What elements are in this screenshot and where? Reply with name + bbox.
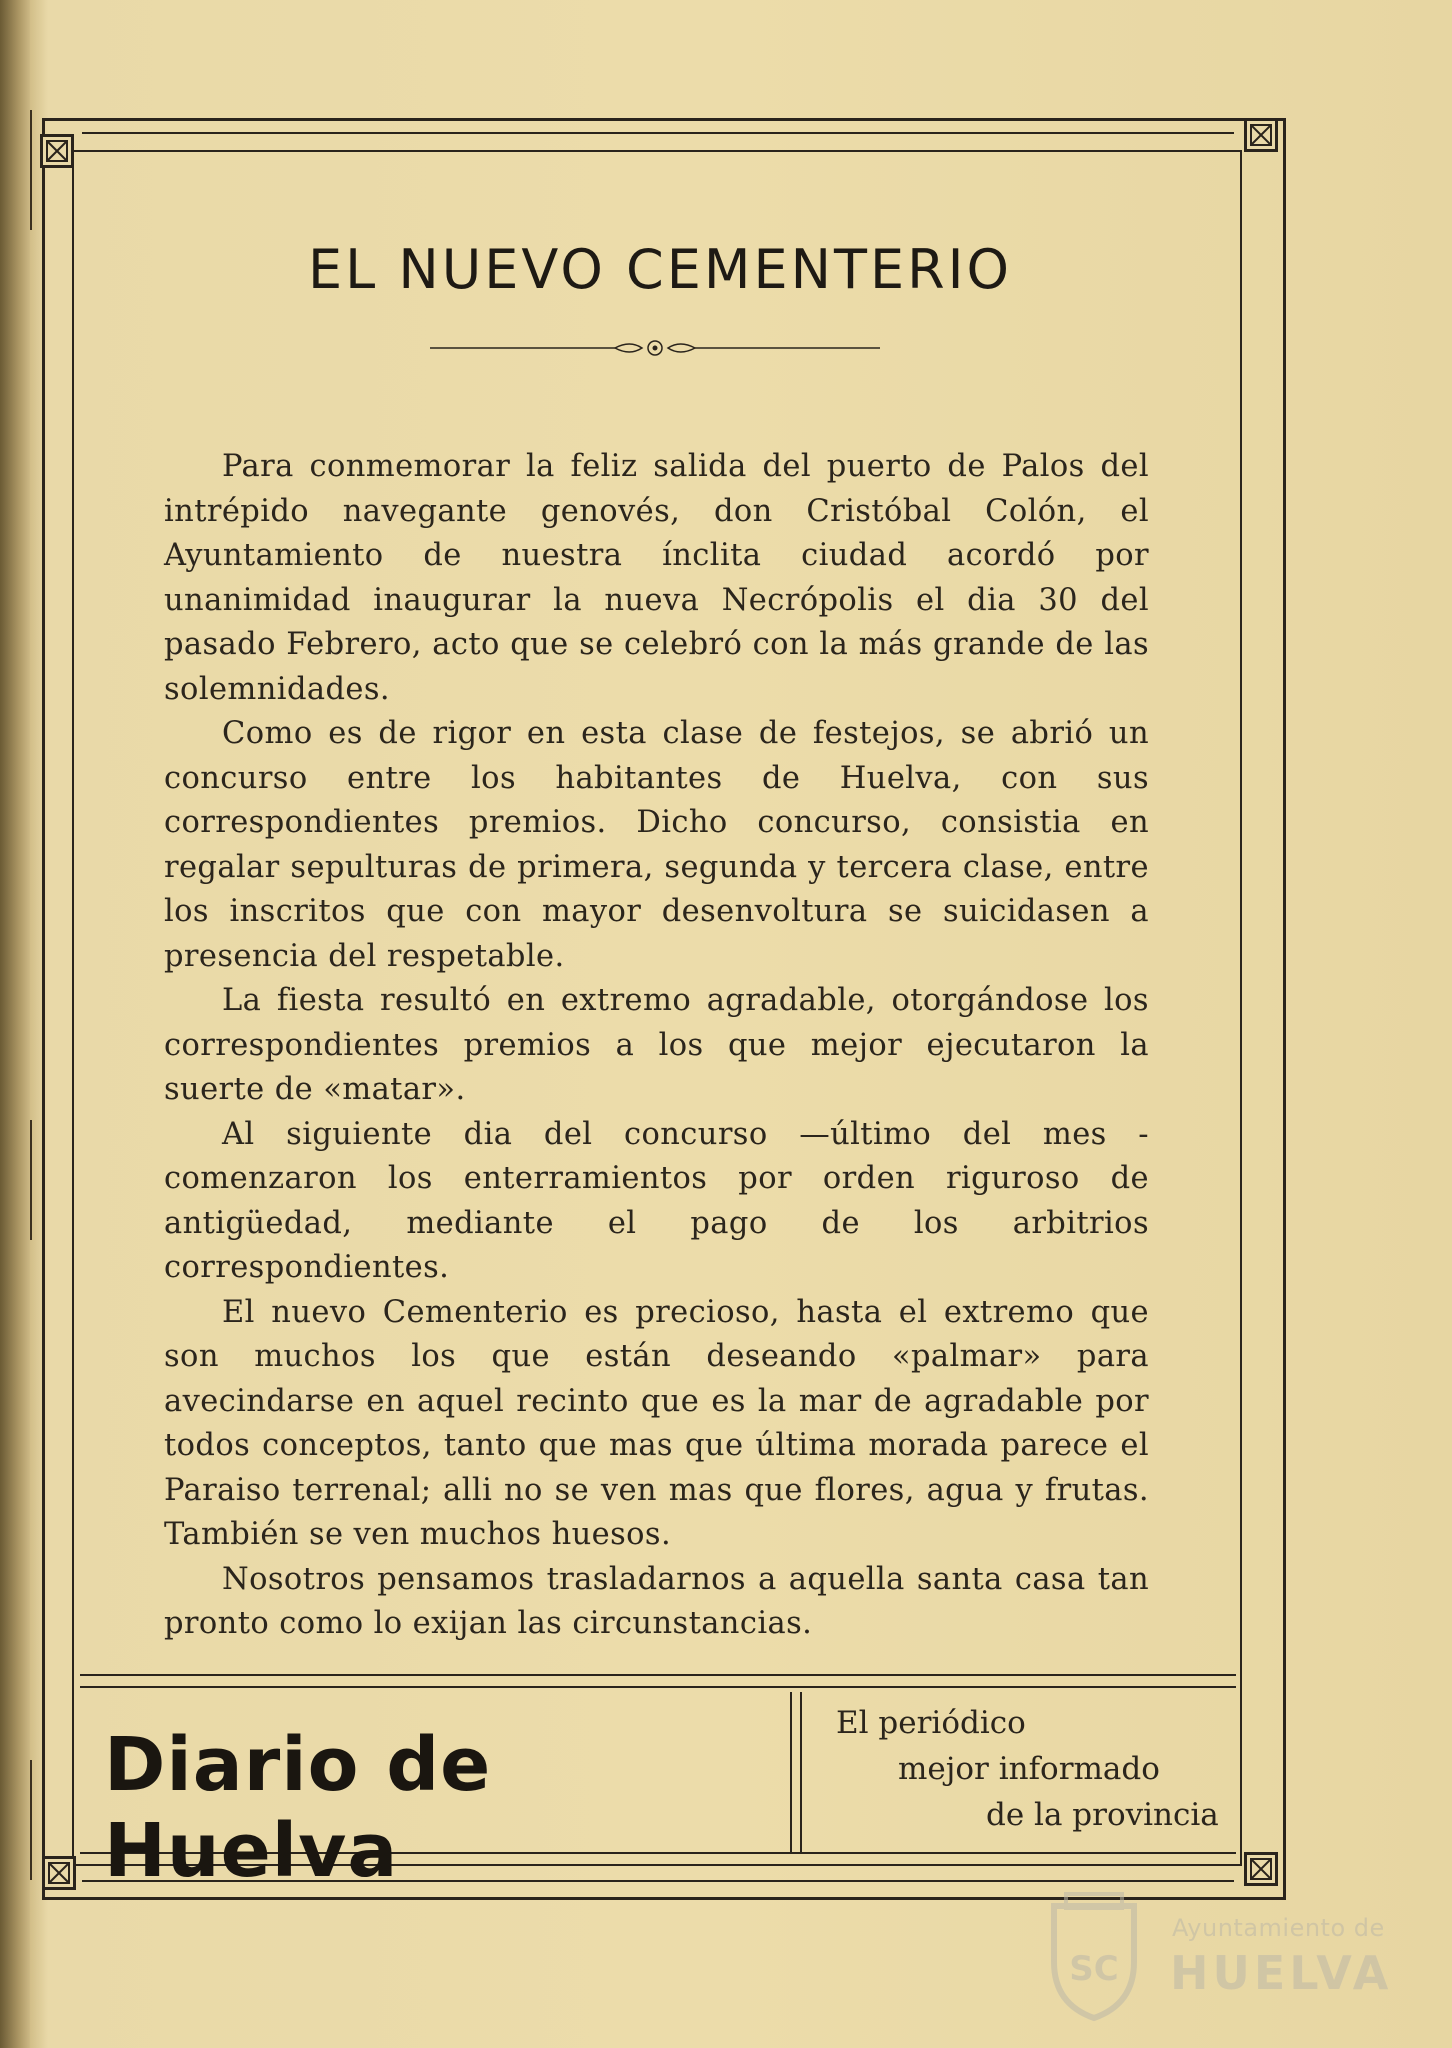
watermark-line: Ayuntamiento de [1172,1914,1385,1942]
ad-rule-top [80,1686,1236,1688]
article-body [164,445,1149,1647]
slogan-line: mejor informado [898,1751,1160,1787]
corner-box-icon [1244,1852,1278,1886]
book-spine [0,0,30,2048]
city-shield-icon [1040,1892,1148,2022]
article-paragraph: Para conmemorar la feliz salida del puerto de Palos del intrépido navegante genovés, don Cristóbal Colón, el Ayuntamiento de nuestra ínclita ciudad acordó por unanimidad inaugurar la nueva Necrópolis el dia 30 del pasado Febrero, acto que se celebró con la más grande de las solemnidades. [164,449,1149,707]
svg-text:SC: SC [1069,1949,1119,1989]
corner-box-icon [1244,118,1278,152]
spine-ornament [0,110,32,230]
article-paragraph: Al siguiente dia del concurso —último del mes - comenzaron los enterramientos por orden riguroso de antigüedad, mediante el pago de los arbitrios correspondientes. [164,1116,1149,1285]
advertisement-slogan [836,1700,1236,1838]
ad-divider [790,1692,802,1852]
title-ornament-icon [430,336,880,360]
slogan-line: de la provincia [986,1797,1219,1833]
article-paragraph: Nosotros pensamos trasladarnos a aquella santa casa tan pronto como lo exijan las circunstancias. [164,1561,1149,1641]
corner-box-icon [40,134,74,168]
border-rule-top [82,132,1234,134]
advertisement-brand: Diario de Huelva [104,1722,492,1894]
ad-rule-top [80,1674,1236,1676]
slogan-line: El periódico [836,1705,1026,1741]
spine-ornament [0,1760,32,1880]
article-paragraph: El nuevo Cementerio es precioso, hasta el extremo que son muchos los que están deseando «palmar» para avecindarse en aquel recinto que es la mar de agradable por todos conceptos, tanto que mas que última morada parece el Paraiso terrenal; alli no se ven mas que flores, agua y frutas. También se ven muchos huesos. [164,1294,1149,1552]
archive-watermark [1040,1892,1420,2032]
watermark-line: HUELVA [1170,1946,1393,2000]
article-paragraph: La fiesta resultó en extremo agradable, otorgándose los correspondientes premios a los que mejor ejecutaron la suerte de «matar». [164,983,1149,1107]
article-paragraph: Como es de rigor en esta clase de festejos, se abrió un concurso entre los habitantes de Huelva, con sus correspondientes premios. Dicho concurso, consistia en regalar sepulturas de primera, segunda y tercera clase, entre los inscritos que con mayor desenvoltura se suicidasen a presencia del respetable. [164,716,1149,974]
corner-box-icon [42,1856,76,1890]
spine-ornament [0,1120,32,1240]
article-title: EL NUEVO CEMENTERIO [307,238,1013,301]
